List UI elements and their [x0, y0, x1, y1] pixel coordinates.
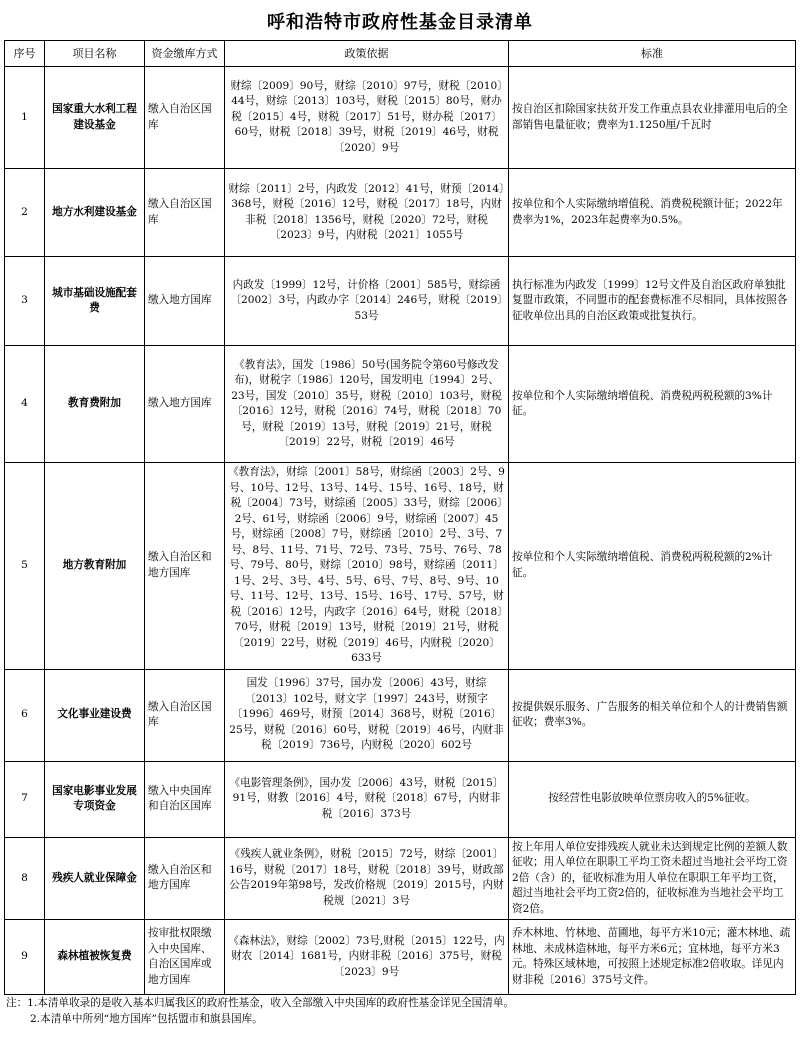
table-row — [5, 169, 796, 257]
row-standard: 按提供娱乐服务、广告服务的相关单位和个人的计费销售额征收；费率3%。 — [509, 669, 796, 761]
row-mode: 缴入自治区国库 — [145, 669, 225, 761]
row-standard: 按自治区扣除国家扶贫开发工作重点县农业排灌用电后的全部销售电量征收；费率为1.1250厘/千瓦时 — [509, 67, 796, 169]
row-seq: 7 — [5, 761, 45, 837]
row-basis: 《电影管理条例》，国办发〔2006〕43号，财税〔2015〕91号，财教〔2016〕4号，财税〔2018〕67号，内财非税〔2016〕373号 — [225, 761, 509, 837]
note-2: 2.本清单中所列“地方国库”包括盟市和旗县国库。 — [30, 1013, 263, 1025]
table-row — [5, 67, 796, 169]
table-row — [5, 761, 796, 837]
row-standard: 按单位和个人实际缴纳增值税、消费税两税税额的3%计征。 — [509, 346, 796, 463]
table-row — [5, 257, 796, 346]
table-row — [5, 463, 796, 670]
row-mode: 缴入地方国库 — [145, 257, 225, 346]
row-standard: 执行标准为内政发〔1999〕12号文件及自治区政府单独批复盟市政策，不同盟市的配套费标准不尽相同，具体按照各征收单位出具的自治区政策或批复执行。 — [509, 257, 796, 346]
row-seq: 2 — [5, 169, 45, 257]
row-standard: 按单位和个人实际缴纳增值税、消费税税额计征；2022年费率为1%，2023年起费率为0.5%。 — [509, 169, 796, 257]
table-row — [5, 669, 796, 761]
header-basis: 政策依据 — [225, 41, 509, 67]
row-mode: 缴入地方国库 — [145, 346, 225, 463]
page-title: 呼和浩特市政府性基金目录清单 — [267, 12, 533, 33]
row-name: 国家重大水利工程建设基金 — [45, 67, 145, 169]
row-mode: 缴入自治区和地方国库 — [145, 837, 225, 920]
row-seq: 6 — [5, 669, 45, 761]
row-basis: 《残疾人就业条例》，财税〔2015〕72号，财综〔2001〕16号，财税〔2017〕18号，财税〔2018〕39号，财政部公告2019年第98号，发改价格规〔2019〕2015号，内财税规〔2021〕3号 — [225, 837, 509, 920]
row-name: 地方教育附加 — [45, 463, 145, 670]
table-row — [5, 346, 796, 463]
row-name: 残疾人就业保障金 — [45, 837, 145, 920]
header-seq: 序号 — [5, 41, 45, 67]
row-standard: 按经营性电影放映单位票房收入的5%征收。 — [509, 761, 796, 837]
row-seq: 3 — [5, 257, 45, 346]
row-basis: 《教育法》，国发〔1986〕50号(国务院令第60号修改发布)，财税字〔1986〕120号，国发明电〔1994〕2号、23号，国发〔2010〕35号，财税〔2010〕103号，财税〔2016〕12号，财税〔2016〕74号，财税〔2018〕70号，财税〔2019〕13号，财税〔2019〕21号，财税〔2019〕22号，财税〔2019〕46号 — [225, 346, 509, 463]
row-basis: 内政发〔1999〕12号，计价格〔2001〕585号，财综函〔2002〕3号，内政办字〔2014〕246号，财税〔2019〕53号 — [225, 257, 509, 346]
row-standard: 按上年用人单位安排残疾人就业未达到规定比例的差额人数征收；用人单位在职职工平均工资未超过当地社会平均工资2倍（含）的，征收标准为用人单位在职职工年平均工资，超过当地社会平均工资2倍的，征收标准为当地社会平均工资2倍。 — [509, 837, 796, 920]
note-1: 注：1.本清单收录的是收入基本归属我区的政府性基金，收入全部缴入中央国库的政府性基金详见全国清单。 — [6, 997, 515, 1009]
row-seq: 4 — [5, 346, 45, 463]
notes — [6, 995, 794, 1027]
row-mode: 按审批权限缴入中央国库、自治区国库或地方国库 — [145, 920, 225, 995]
table-row — [5, 837, 796, 920]
row-seq: 5 — [5, 463, 45, 670]
row-seq: 8 — [5, 837, 45, 920]
row-name: 文化事业建设费 — [45, 669, 145, 761]
fund-table — [4, 40, 796, 995]
row-basis: 国发〔1996〕37号，国办发〔2006〕43号，财综〔2013〕102号，财文字〔1997〕243号，财预字〔1996〕469号，财预〔2014〕368号，财税〔2016〕25号，财税〔2016〕60号，财税〔2019〕46号，内财非税〔2019〕736号，内财税〔2020〕602号 — [225, 669, 509, 761]
row-name: 森林植被恢复费 — [45, 920, 145, 995]
header-mode: 资金缴库方式 — [145, 41, 225, 67]
row-basis: 财综〔2011〕2号，内政发〔2012〕41号，财预〔2014〕368号，财税〔2016〕12号，财税〔2017〕18号，内财非税〔2018〕1356号，财税〔2020〕72号，财税〔2023〕9号，内财税〔2021〕1055号 — [225, 169, 509, 257]
row-basis: 《森林法》，财综〔2002〕73号,财税〔2015〕122号，内财农〔2014〕1681号，内财非税〔2016〕375号，财税〔2023〕9号 — [225, 920, 509, 995]
row-mode: 缴入自治区和地方国库 — [145, 463, 225, 670]
row-basis: 财综〔2009〕90号，财综〔2010〕97号，财税〔2010〕44号，财综〔2013〕103号，财税〔2015〕80号，财办税〔2015〕4号，财税〔2017〕51号，财办税〔2017〕60号，财税〔2018〕39号，财税〔2019〕46号，财税〔2020〕9号 — [225, 67, 509, 169]
table-header-row — [5, 41, 796, 67]
row-basis: 《教育法》，财综〔2001〕58号，财综函〔2003〕2号、9号、10号、12号、13号、14号、15号、16号、18号，财税〔2004〕73号，财综函〔2005〕33号，财综〔2006〕2号、61号，财综函〔2006〕9号，财综函〔2007〕45号，财综函〔2008〕7号，财综函〔2010〕2号、3号、7号、8号、11号、71号、72号、73号、75号、76号、78号、79号、80号，财综〔2010〕98号，财综函〔2011〕1号、2号、3号、4号、5号、6号、7号、8号、9号、10号、11号、12号、13号、15号、16号、17号、57号，财税〔2016〕12号，内政字〔2016〕64号，财税〔2018〕70号，财税〔2019〕13号，财税〔2019〕21号，财税〔2019〕22号，财税〔2019〕46号，内财税〔2020〕633号 — [225, 463, 509, 670]
row-standard: 按单位和个人实际缴纳增值税、消费税两税税额的2%计征。 — [509, 463, 796, 670]
row-name: 地方水利建设基金 — [45, 169, 145, 257]
row-mode: 缴入中央国库和自治区国库 — [145, 761, 225, 837]
row-name: 教育费附加 — [45, 346, 145, 463]
row-mode: 缴入自治区国库 — [145, 67, 225, 169]
table-row — [5, 920, 796, 995]
row-seq: 9 — [5, 920, 45, 995]
header-standard: 标准 — [509, 41, 796, 67]
row-seq: 1 — [5, 67, 45, 169]
row-name: 城市基础设施配套费 — [45, 257, 145, 346]
row-standard: 乔木林地、竹林地、苗圃地，每平方米10元；灌木林地、疏林地、未成林造林地，每平方米6元；宜林地，每平方米3元。特殊区域林地，可按照上述规定标准2倍收取。详见内财非税〔2016〕375号文件。 — [509, 920, 796, 995]
row-name: 国家电影事业发展专项资金 — [45, 761, 145, 837]
row-mode: 缴入自治区国库 — [145, 169, 225, 257]
header-name: 项目名称 — [45, 41, 145, 67]
